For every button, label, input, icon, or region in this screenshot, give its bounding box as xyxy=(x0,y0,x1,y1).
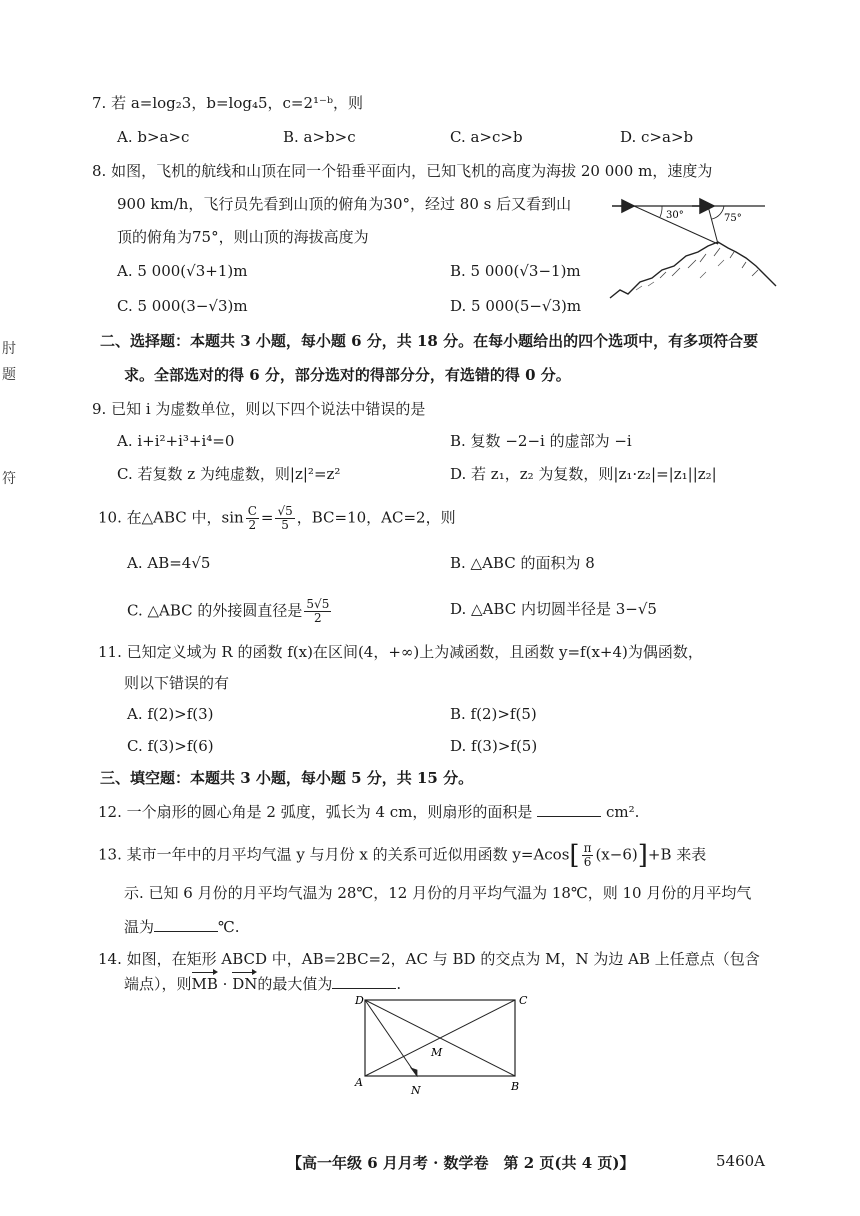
q13-fraction-pi-over-6 xyxy=(582,842,594,869)
margin-char: 肘 xyxy=(2,341,16,357)
q12-stem xyxy=(98,800,639,823)
label-m: M xyxy=(431,1046,443,1059)
q14-line2-post: 的最大值为 xyxy=(257,975,333,993)
q10-option-c-fraction xyxy=(304,598,331,625)
q9-option-d: D. 若 z₁，z₂ 为复数，则|z₁·z₂|=|z₁||z₂| xyxy=(450,465,717,483)
q14-answer-blank[interactable] xyxy=(332,972,396,989)
label-n: N xyxy=(411,1084,421,1097)
q10-stem xyxy=(98,505,456,532)
frac-numerator: 5√5 xyxy=(306,597,330,611)
frac-numerator: C xyxy=(247,504,257,518)
q13-inner: (x−6) xyxy=(595,845,638,864)
q9-option-a: A. i+i²+i³+i⁴=0 xyxy=(117,432,235,450)
angle-30-label: 30° xyxy=(666,210,684,221)
frac-denominator: 5 xyxy=(281,518,289,532)
q14-rectangle-figure xyxy=(345,990,535,1100)
q10-stem-post: ，BC=10，AC=2，则 xyxy=(296,508,456,527)
q9-option-b: B. 复数 −2−i 的虚部为 −i xyxy=(450,432,632,450)
q10-stem-pre: 10. 在△ABC 中，sin xyxy=(98,508,244,527)
label-b: B xyxy=(511,1080,520,1093)
q8-stem-line2: 900 km/h，飞行员先看到山顶的俯角为30°，经过 80 s 后又看到山 xyxy=(117,195,572,213)
left-bracket: [ xyxy=(569,840,580,871)
q10-eq: = xyxy=(260,508,274,527)
footer-title: 【高一年级 6 月月考 · 数学卷 第 2 页(共 4 页)】 xyxy=(287,1154,635,1172)
q7-option-c: C. a>c>b xyxy=(450,128,523,146)
label-d: D xyxy=(355,994,364,1007)
q13-stem-line2: 示. 已知 6 月份的月平均气温为 28℃，12 月份的月平均气温为 18℃，则 10 月份的月平均气 xyxy=(124,884,752,902)
q14-line2-pre: 端点），则 xyxy=(124,975,192,993)
q11-option-a: A. f(2)>f(3) xyxy=(127,705,214,723)
q11-stem-line1: 11. 已知定义域为 R 的函数 f(x)在区间(4，+∞)上为减函数，且函数 y=f(x+4)为偶函数， xyxy=(98,643,703,661)
q8-option-b: B. 5 000(√3−1)m xyxy=(450,262,581,280)
q10-option-d: D. △ABC 内切圆半径是 3−√5 xyxy=(450,600,657,618)
frac-numerator: π xyxy=(583,841,592,855)
q7-option-d: D. c>a>b xyxy=(620,128,694,146)
q14-end: . xyxy=(396,975,402,993)
q12-stem-pre: 12. 一个扇形的圆心角是 2 弧度，弧长为 4 cm，则扇形的面积是 xyxy=(98,803,533,821)
q10-option-c xyxy=(127,598,333,625)
q11-stem-line2: 则以下错误的有 xyxy=(124,674,230,692)
q13-stem-pre: 13. 某市一年中的月平均气温 y 与月份 x 的关系可近似用函数 y=Acos xyxy=(98,845,570,864)
q11-option-b: B. f(2)>f(5) xyxy=(450,705,537,723)
margin-char: 符 xyxy=(2,471,16,487)
footer-code: 5460A xyxy=(716,1152,766,1170)
vector-dn: DN xyxy=(232,975,258,993)
q11-option-c: C. f(3)>f(6) xyxy=(127,737,214,755)
q10-fraction-sqrt5-over-5 xyxy=(275,505,294,532)
q8-option-d: D. 5 000(5−√3)m xyxy=(450,297,582,315)
margin-char: 题 xyxy=(2,367,16,383)
q8-option-c: C. 5 000(3−√3)m xyxy=(117,297,248,315)
q13-line3-post: ℃. xyxy=(218,918,240,936)
label-a: A xyxy=(355,1076,363,1089)
frac-numerator: √5 xyxy=(277,504,293,518)
q9-option-c: C. 若复数 z 为纯虚数，则|z|²=z² xyxy=(117,465,341,483)
q10-fraction-c-over-2 xyxy=(246,505,259,532)
section3-heading: 三、填空题：本题共 3 小题，每小题 5 分，共 15 分。 xyxy=(100,769,474,787)
q7-stem: 7. 若 a=log₂3，b=log₄5，c=2¹⁻ᵇ，则 xyxy=(92,94,363,112)
right-bracket: ] xyxy=(637,840,648,871)
q13-answer-blank[interactable] xyxy=(154,915,218,932)
angle-75-label: 75° xyxy=(724,213,742,224)
frac-denominator: 2 xyxy=(314,611,322,625)
q10-option-c-text: C. △ABC 的外接圆直径是 xyxy=(127,601,303,620)
dot-product: · xyxy=(217,975,233,993)
q13-stem-line3 xyxy=(124,915,240,938)
vector-mb: MB xyxy=(191,975,218,993)
q7-option-a: A. b>a>c xyxy=(117,128,190,146)
q7-option-b: B. a>b>c xyxy=(283,128,356,146)
q8-mountain-figure xyxy=(600,186,785,306)
q10-option-a: A. AB=4√5 xyxy=(127,554,211,572)
q12-answer-blank[interactable] xyxy=(537,800,601,817)
section2-heading-line2: 求。全部选对的得 6 分，部分选对的得部分分，有选错的得 0 分。 xyxy=(124,366,571,384)
q13-stem-post: +B 来表 xyxy=(647,845,707,864)
q13-line3-pre: 温为 xyxy=(124,918,155,936)
frac-denominator: 2 xyxy=(248,518,257,532)
frac-denominator: 6 xyxy=(583,855,592,869)
q8-stem-line3: 顶的俯角为75°，则山顶的海拔高度为 xyxy=(117,228,369,246)
q11-option-d: D. f(3)>f(5) xyxy=(450,737,538,755)
section2-heading-line1: 二、选择题：本题共 3 小题，每小题 6 分，共 18 分。在每小题给出的四个选项中，有多项符合要 xyxy=(100,332,759,350)
q8-option-a: A. 5 000(√3+1)m xyxy=(117,262,248,280)
q9-stem: 9. 已知 i 为虚数单位，则以下四个说法中错误的是 xyxy=(92,400,426,418)
q8-stem-line1: 8. 如图，飞机的航线和山顶在同一个铅垂平面内，已知飞机的高度为海拔 20 000 m，速度为 xyxy=(92,162,713,180)
label-c: C xyxy=(519,994,528,1007)
q12-stem-post: cm². xyxy=(605,803,640,821)
q13-stem-line1 xyxy=(98,842,706,869)
q10-option-b: B. △ABC 的面积为 8 xyxy=(450,554,595,572)
q14-stem-line1: 14. 如图，在矩形 ABCD 中，AB=2BC=2，AC 与 BD 的交点为 M，N 为边 AB 上任意点（包含 xyxy=(98,950,760,968)
